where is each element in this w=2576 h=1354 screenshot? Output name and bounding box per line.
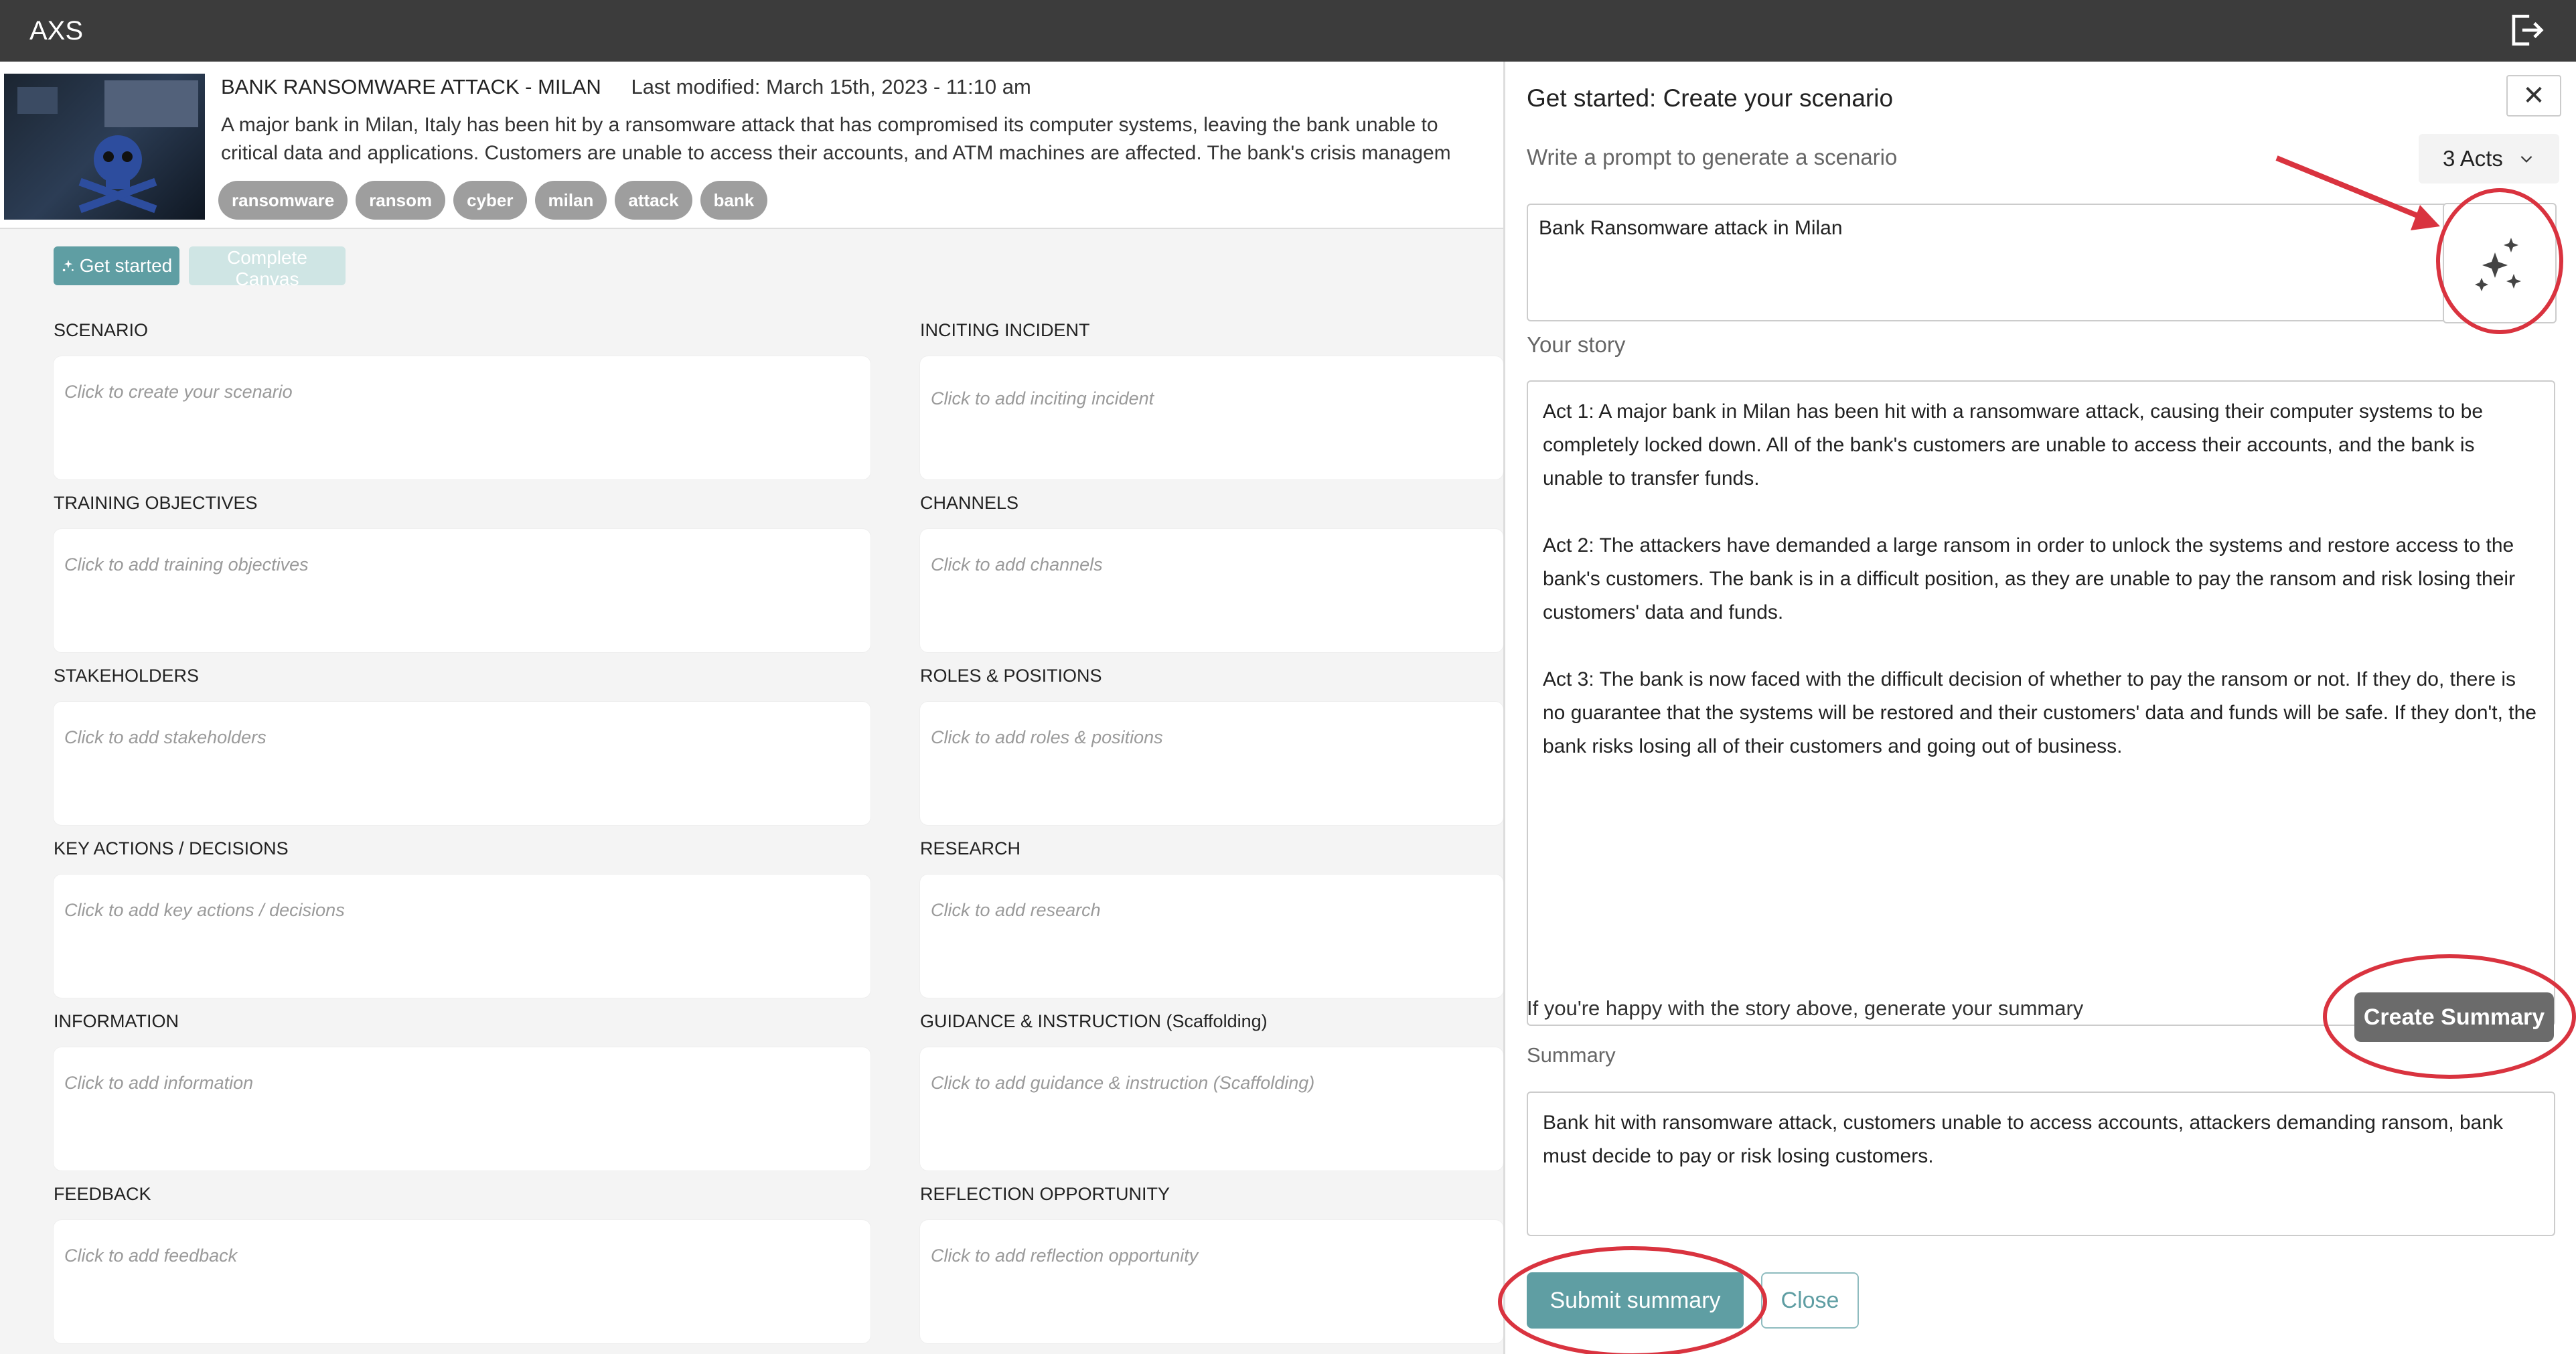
information-card[interactable]: Click to add information xyxy=(54,1047,870,1171)
scenario-header xyxy=(0,62,1503,229)
panel-title: Get started: Create your scenario xyxy=(1527,84,1894,112)
close-panel-button[interactable] xyxy=(2506,75,2561,117)
tag-list xyxy=(218,181,767,220)
feedback-card[interactable]: Click to add feedback xyxy=(54,1220,870,1343)
acts-select-value: 3 Acts xyxy=(2443,146,2503,171)
key-actions-card[interactable]: Click to add key actions / decisions xyxy=(54,875,870,998)
section-label-information: INFORMATION xyxy=(54,1011,179,1031)
scenario-thumbnail xyxy=(4,74,205,220)
submit-summary-button[interactable]: Submit summary xyxy=(1527,1272,1744,1329)
section-label-guidance: GUIDANCE & INSTRUCTION (Scaffolding) xyxy=(920,1011,1268,1031)
tag[interactable]: milan xyxy=(535,181,607,220)
close-icon: ✕ xyxy=(2522,81,2545,110)
close-button[interactable]: Close xyxy=(1761,1272,1859,1329)
guidance-card[interactable]: Click to add guidance & instruction (Scaffolding) xyxy=(920,1047,1503,1171)
story-act-3: Act 3: The bank is now faced with the difficult decision of whether to pay the ransom or not. If they do, there is no guarantee that the systems will be restored and their customers' data and funds will be safe. If they don't, the bank risks losing all of their customers and going out of business. xyxy=(1543,668,2536,757)
prompt-label: Write a prompt to generate a scenario xyxy=(1527,145,1898,169)
tag[interactable]: ransom xyxy=(356,181,445,220)
section-label-research: RESEARCH xyxy=(920,838,1021,858)
section-label-channels: CHANNELS xyxy=(920,493,1019,513)
get-started-label: Get started xyxy=(79,255,173,276)
training-objectives-card[interactable]: Click to add training objectives xyxy=(54,529,870,652)
chevron-down-icon xyxy=(2518,150,2535,167)
acts-select[interactable] xyxy=(2419,134,2559,183)
create-scenario-panel xyxy=(1503,62,2576,1354)
complete-canvas-button[interactable]: Complete Canvas xyxy=(189,246,346,285)
section-label-roles-positions: ROLES & POSITIONS xyxy=(920,666,1102,686)
story-act-1: Act 1: A major bank in Milan has been hit with a ransomware attack, causing their computer systems to be completely locked down. All of the bank's customers are unable to access their accounts, and the bank is unable to transfer funds. xyxy=(1543,400,2484,490)
channels-card[interactable]: Click to add channels xyxy=(920,529,1503,652)
scenario-title: BANK RANSOMWARE ATTACK - MILAN xyxy=(221,75,601,98)
roles-positions-card[interactable]: Click to add roles & positions xyxy=(920,702,1503,825)
section-label-feedback: FEEDBACK xyxy=(54,1184,151,1204)
research-card[interactable]: Click to add research xyxy=(920,875,1503,998)
tag[interactable]: ransomware xyxy=(218,181,348,220)
prompt-input[interactable] xyxy=(1527,204,2467,321)
create-summary-button[interactable]: Create Summary xyxy=(2354,992,2554,1042)
summary-label: Summary xyxy=(1527,1043,1616,1067)
reflection-card[interactable]: Click to add reflection opportunity xyxy=(920,1220,1503,1343)
story-label: Your story xyxy=(1527,332,1626,357)
last-modified: Last modified: March 15th, 2023 - 11:10 am xyxy=(631,75,1031,98)
tag[interactable]: cyber xyxy=(453,181,526,220)
story-act-2: Act 2: The attackers have demanded a large ransom in order to unlock the systems and restore access to the bank's customers. The bank is in a difficult position, as they are unable to pay the ransom and risk losing their customers' data and funds. xyxy=(1543,534,2516,623)
generate-scenario-button[interactable] xyxy=(2443,203,2557,323)
inciting-incident-card[interactable]: Click to add inciting incident xyxy=(920,356,1503,479)
prompt-input-value: Bank Ransomware attack in Milan xyxy=(1539,217,1843,239)
stakeholders-card[interactable]: Click to add stakeholders xyxy=(54,702,870,825)
scenario-description: A major bank in Milan, Italy has been hit by a ransomware attack that has compromised its computer systems, leaving the bank unable to critical data and applications. Customers are unable to access their accounts, and ATM machines are affected. The bank's crisis managem xyxy=(221,114,1451,164)
summary-value: Bank hit with ransomware attack, customers unable to access accounts, attackers demanding ransom, bank must decide to pay or risk losing customers. xyxy=(1543,1112,2504,1167)
summary-textarea[interactable] xyxy=(1527,1092,2555,1236)
section-label-key-actions: KEY ACTIONS / DECISIONS xyxy=(54,838,289,858)
scenario-card[interactable]: Click to create your scenario xyxy=(54,356,870,479)
logout-icon[interactable] xyxy=(2505,9,2547,51)
section-label-inciting-incident: INCITING INCIDENT xyxy=(920,320,1090,340)
get-started-button[interactable] xyxy=(54,246,179,285)
summary-hint: If you're happy with the story above, generate your summary xyxy=(1527,996,2084,1020)
tag[interactable]: attack xyxy=(615,181,692,220)
section-label-training-objectives: TRAINING OBJECTIVES xyxy=(54,493,258,513)
top-bar xyxy=(0,0,2576,62)
tag[interactable]: bank xyxy=(700,181,768,220)
story-textarea[interactable] xyxy=(1527,380,2555,1026)
sparkles-icon xyxy=(2444,204,2555,322)
section-label-stakeholders: STAKEHOLDERS xyxy=(54,666,200,686)
section-label-scenario: SCENARIO xyxy=(54,320,149,340)
app-name: AXS xyxy=(29,15,84,46)
section-label-reflection: REFLECTION OPPORTUNITY xyxy=(920,1184,1170,1204)
sparkles-icon xyxy=(61,258,76,273)
